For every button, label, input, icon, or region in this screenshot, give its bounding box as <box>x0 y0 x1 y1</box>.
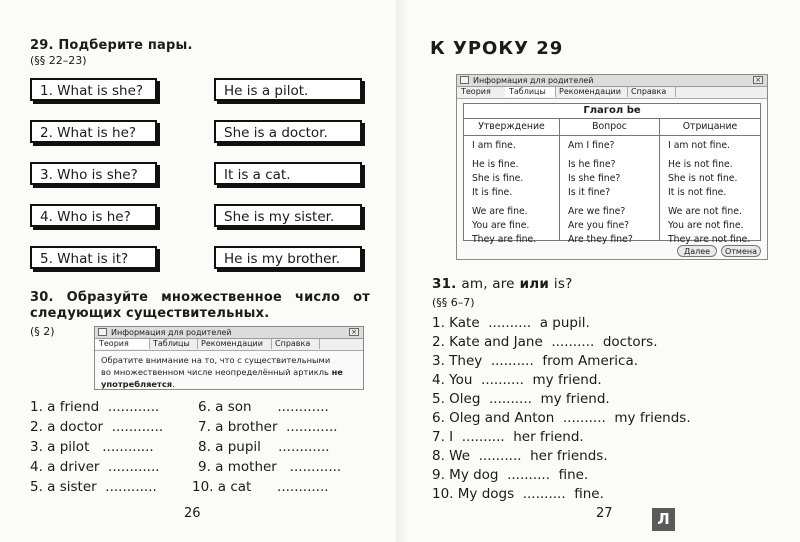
answer-card-3[interactable]: It is a cat. <box>214 162 362 185</box>
parents-info-window-tables <box>456 74 768 260</box>
note-period: . <box>172 379 175 389</box>
answer-card-5[interactable]: He is my brother. <box>214 246 362 269</box>
table-cell: Are you fine? <box>568 220 630 231</box>
tab-help[interactable]: Справка <box>627 87 676 97</box>
column-header: Утверждение <box>464 118 559 136</box>
parents-info-window-theory <box>94 326 364 390</box>
plural-item-8: 8. a pupil ............ <box>198 439 330 455</box>
exercise-29-heading: 29. Подберите пары. <box>30 38 193 53</box>
plural-item-6: 6. a son ............ <box>198 399 329 415</box>
verb-be-table <box>463 103 761 245</box>
app-icon <box>460 76 469 84</box>
plural-item-7: 7. a brother ............ <box>198 419 338 435</box>
table-cell: We are not fine. <box>668 206 742 217</box>
page-26 <box>0 0 396 542</box>
table-cell: You are fine. <box>472 220 530 231</box>
exercise-31-reference: (§§ 6–7) <box>432 296 475 309</box>
app-icon <box>98 328 107 336</box>
table-cell: Am I fine? <box>568 140 615 151</box>
window-tabs <box>457 87 767 99</box>
table-cell: She is fine. <box>472 173 524 184</box>
note-line-2-text: во множественном числе неопределённый артикль <box>101 367 329 377</box>
window-titlebar <box>95 327 363 339</box>
column-header: Отрицание <box>660 118 760 136</box>
question-card-3[interactable]: 3. Who is she? <box>30 162 157 185</box>
table-cell: They are fine. <box>472 234 537 245</box>
fill-in-item-8: 8. We .......... her friends. <box>432 448 608 464</box>
window-title: Информация для родителей <box>111 328 232 337</box>
window-tabs <box>95 339 363 351</box>
book-gutter <box>396 0 408 542</box>
table-cell: Are we fine? <box>568 206 626 217</box>
tab-recommendations[interactable]: Рекомендации <box>197 339 272 349</box>
exercise-31-heading <box>432 276 572 292</box>
tab-theory[interactable]: Теория <box>95 339 150 349</box>
window-title: Информация для родителей <box>473 76 594 85</box>
fill-in-item-2: 2. Kate and Jane .......... doctors. <box>432 334 658 350</box>
question-card-4[interactable]: 4. Who is he? <box>30 204 157 227</box>
tab-theory[interactable]: Теория <box>457 87 506 97</box>
column-header: Вопрос <box>560 118 659 136</box>
window-titlebar <box>457 75 767 87</box>
column-question <box>560 118 660 245</box>
plural-item-2: 2. a doctor ............ <box>30 419 164 435</box>
table-cell: Is it fine? <box>568 187 611 198</box>
fill-in-item-5: 5. Oleg .......... my friend. <box>432 391 610 407</box>
tab-tables[interactable]: Таблицы <box>149 339 198 349</box>
cancel-button[interactable]: Отмена <box>721 245 761 257</box>
table-cell: Are they fine? <box>568 234 633 245</box>
tab-tables[interactable]: Таблицы <box>505 87 556 97</box>
fill-in-item-4: 4. You .......... my friend. <box>432 372 602 388</box>
exercise-30-reference: (§ 2) <box>30 325 55 338</box>
page-number-right: 27 <box>596 506 613 521</box>
close-icon[interactable]: × <box>753 76 763 84</box>
plural-item-9: 9. a mother ............ <box>198 459 342 475</box>
exercise-31-or: или <box>519 276 549 292</box>
close-icon[interactable]: × <box>349 328 359 336</box>
fill-in-item-9: 9. My dog .......... fine. <box>432 467 589 483</box>
plural-item-10: 10. a cat ............ <box>192 479 329 495</box>
lesson-title: К УРОКУ 29 <box>430 38 564 59</box>
answer-card-1[interactable]: He is a pilot. <box>214 78 362 101</box>
table-cell: It is fine. <box>472 187 513 198</box>
answer-card-2[interactable]: She is a doctor. <box>214 120 362 143</box>
plural-item-4: 4. a driver ............ <box>30 459 160 475</box>
table-cell: They are not fine. <box>668 234 751 245</box>
exercise-31-is: is? <box>553 276 573 292</box>
exercise-31-words: am, are <box>461 276 515 292</box>
window-note-text <box>101 354 361 390</box>
table-cell: We are fine. <box>472 206 528 217</box>
note-line-3 <box>101 378 361 390</box>
table-cell: Is he fine? <box>568 159 616 170</box>
next-button[interactable]: Далее <box>677 245 717 257</box>
page-number-left: 26 <box>184 506 201 521</box>
question-card-2[interactable]: 2. What is he? <box>30 120 157 143</box>
plural-item-1: 1. a friend ............ <box>30 399 160 415</box>
exercise-30-heading-line2: следующих существительных. <box>30 306 270 321</box>
table-title: Глагол be <box>464 104 760 119</box>
answer-card-4[interactable]: She is my sister. <box>214 204 362 227</box>
table-cell: You are not fine. <box>668 220 744 231</box>
exercise-31-number: 31. <box>432 276 457 292</box>
table-cell: It is not fine. <box>668 187 727 198</box>
question-card-1[interactable]: 1. What is she? <box>30 78 157 101</box>
fill-in-item-1: 1. Kate .......... a pupil. <box>432 315 590 331</box>
fill-in-item-3: 3. They .......... from America. <box>432 353 639 369</box>
note-bold-used: употребляется <box>101 379 173 389</box>
table-cell: I am not fine. <box>668 140 731 151</box>
question-card-5[interactable]: 5. What is it? <box>30 246 157 269</box>
table-cell: He is fine. <box>472 159 519 170</box>
note-line-2 <box>101 366 361 378</box>
page-27 <box>408 0 800 542</box>
fill-in-item-10: 10. My dogs .......... fine. <box>432 486 604 502</box>
publisher-logo: Л <box>652 508 675 531</box>
column-affirmative <box>464 118 560 245</box>
fill-in-item-7: 7. I .......... her friend. <box>432 429 584 445</box>
note-line-1: Обратите внимание на то, что с существительными <box>101 355 331 365</box>
column-negative <box>660 118 760 245</box>
note-bold-not: не <box>331 367 343 377</box>
exercise-29-reference: (§§ 22–23) <box>30 54 87 67</box>
fill-in-item-6: 6. Oleg and Anton .......... my friends. <box>432 410 691 426</box>
plural-item-5: 5. a sister ............ <box>30 479 157 495</box>
table-cell: I am fine. <box>472 140 516 151</box>
tab-recommendations[interactable]: Рекомендации <box>555 87 628 97</box>
table-cell: She is not fine. <box>668 173 738 184</box>
plural-item-3: 3. a pilot ............ <box>30 439 154 455</box>
table-cell: Is she fine? <box>568 173 621 184</box>
table-cell: He is not fine. <box>668 159 733 170</box>
tab-help[interactable]: Справка <box>271 339 320 349</box>
exercise-30-heading-line1: 30. Образуйте множественное число от <box>30 290 370 305</box>
